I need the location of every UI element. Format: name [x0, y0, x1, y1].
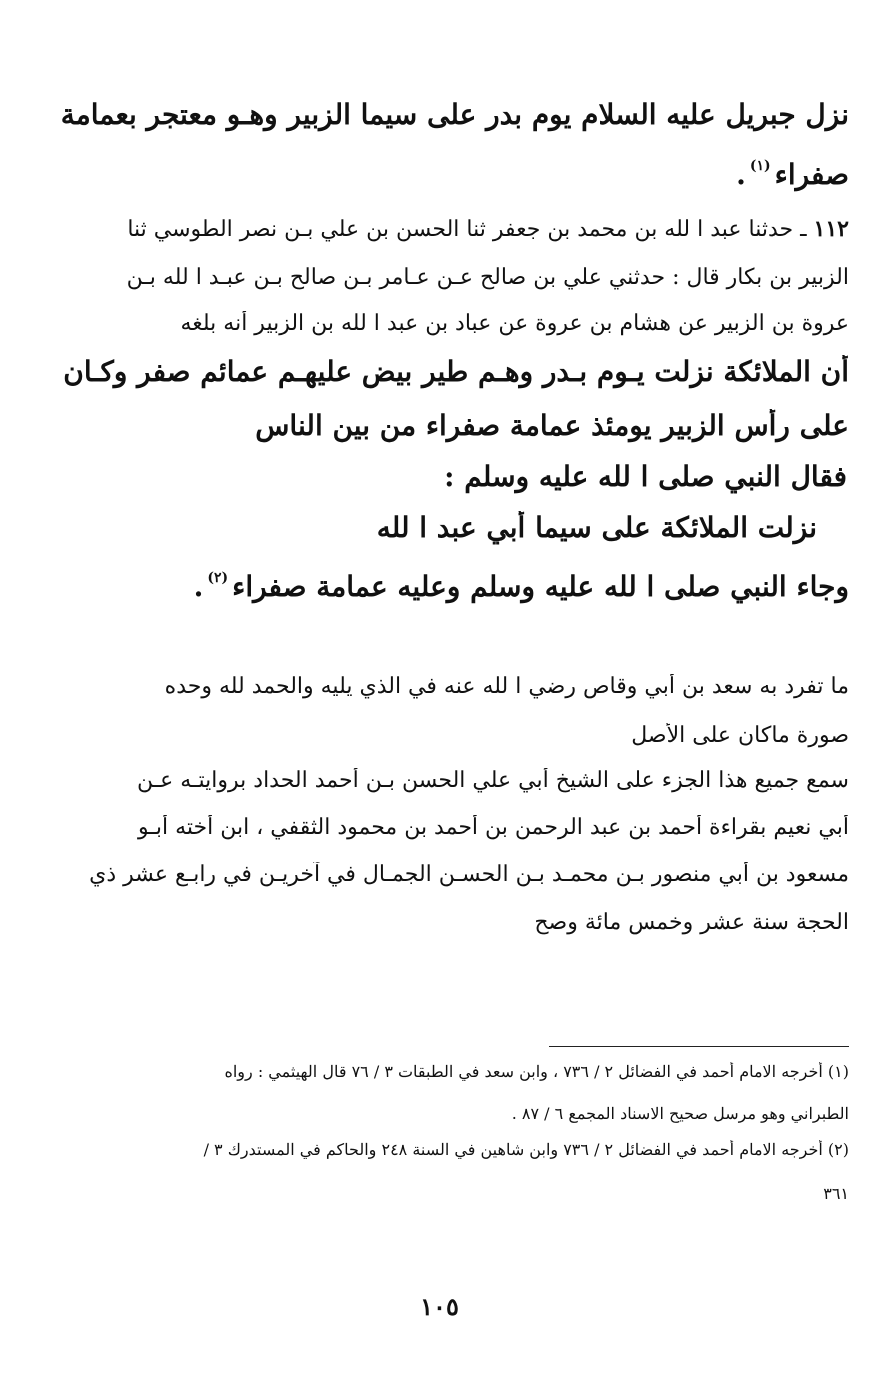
- text-line-4: [40, 265, 849, 291]
- line-text: مسعود بن أبي منصور بـن محمـد بـن الحسـن الجمـال في آخريـن في رابـع عشر ذي: [89, 862, 849, 887]
- line-text: على رأس الزبير يومئذ عمامة صفراء من بين الناس: [255, 409, 849, 442]
- footnote-text: ٣٦١: [823, 1184, 849, 1203]
- footnote-ref-1: (١): [749, 158, 771, 174]
- line-text: سمع جميع هذا الجزء على الشيخ أبي علي الحسن بـن أحمد الحداد بروايتـه عـن: [136, 768, 849, 793]
- hadith-number: ١١٢: [813, 216, 849, 242]
- line-text: نزلت الملائكة على سيما أبي عبد ا لله: [376, 511, 817, 544]
- line-text: عروة بن الزبير عن هشام بن عروة عن عباد بن عبد ا لله بن الزبير أنه بلغه: [180, 311, 849, 336]
- footnote-text: (١) أخرجه الامام أحمد في الفضائل ٢ / ٧٣٦ ، وابن سعد في الطبقات ٣ / ٧٦ قال الهيثمي : رواه: [224, 1062, 849, 1081]
- footnote-text: (٢) أخرجه الامام أحمد في الفضائل ٢ / ٧٣٦ وابن شاهين في السنة ٢٤٨ والحاكم في المستدرك ٣ /: [203, 1140, 849, 1159]
- line-text: صورة ماكان على الأصل: [631, 723, 849, 748]
- footnote-2-line-2: [40, 1184, 849, 1203]
- footnote-text: الطبراني وهو مرسل صحيح الاسناد المجمع ٦ / ٨٧ .: [511, 1104, 849, 1123]
- line-text: الحجة سنة عشر وخمس مائة وصح: [534, 910, 849, 935]
- text-line-1: [40, 98, 849, 132]
- text-line-6: [40, 355, 849, 389]
- text-line-5: [40, 311, 849, 337]
- footnote-1-line-2: [40, 1104, 849, 1123]
- text-line-12: [40, 723, 849, 749]
- text-line-14: [40, 815, 849, 841]
- text-line-15: [40, 862, 849, 888]
- line-text: الزبير بن بكار قال : حدثني علي بن صالح عـن عـامر بـن صالح بـن عبـد ا لله بـن: [126, 265, 849, 290]
- line-end-mark: .: [736, 158, 746, 191]
- hadith-112-line: [40, 216, 849, 243]
- line-text: ـ حدثنا عبد ا لله بن محمد بن جعفر ثنا الحسن بن علي بـن نصر الطوسي ثنا: [127, 217, 807, 242]
- text-line-16: [40, 910, 849, 936]
- line-text: نزل جبريل عليه السلام يوم بدر على سيما الزبير وهـو معتجر بعمامة: [60, 98, 849, 131]
- text-line-2: [40, 158, 849, 192]
- footnote-1-line-1: [40, 1062, 849, 1081]
- line-text: أبي نعيم بقراءة أحمد بن عبد الرحمن بن أحمد بن محمود الثقفي ، ابن أخته أبـو: [138, 815, 849, 840]
- page-number: ١٠٥: [420, 1292, 459, 1321]
- text-line-9: [40, 511, 817, 545]
- line-end-mark: .: [193, 570, 204, 603]
- text-line-7: [40, 409, 849, 443]
- line-text: صفراء: [774, 158, 849, 191]
- line-text: ما تفرد به سعد بن أبي وقاص رضي ا لله عنه في الذي يليه والحمد لله وحده: [164, 674, 849, 699]
- line-text: وجاء النبي صلى ا لله عليه وسلم وعليه عمامة صفراء: [232, 570, 849, 603]
- text-line-13: [40, 768, 849, 794]
- text-line-11: [40, 674, 849, 700]
- footnote-separator: [549, 1046, 849, 1047]
- text-line-10: [40, 570, 849, 604]
- footnote-2-line-1: [40, 1140, 849, 1159]
- line-text: فقال النبي صلى ا لله عليه وسلم :: [444, 460, 847, 493]
- footnote-ref-2: (٢): [207, 570, 229, 586]
- text-line-8: [40, 460, 847, 494]
- line-text: أن الملائكة نزلت يـوم بـدر وهـم طير بيض عليهـم عمائم صفر وكـان: [63, 355, 849, 388]
